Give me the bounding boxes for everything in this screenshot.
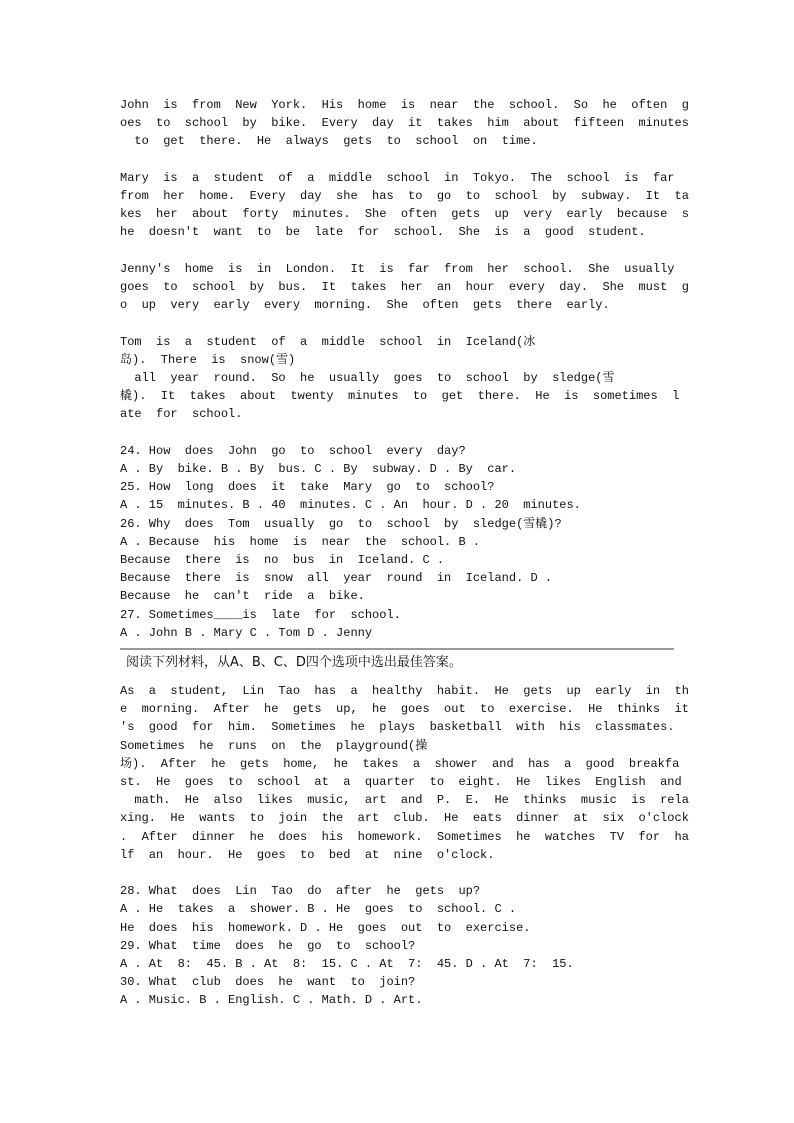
options-30: A . Music. B . English. C . Math. D . Art. bbox=[120, 993, 423, 1008]
text-line: . After dinner he does his homework. Sometimes he watches TV for ha bbox=[120, 829, 689, 844]
text-line: Jenny's home is in London. It is far from her school. She usually bbox=[120, 261, 675, 276]
options-28: A . He takes a shower. B . He goes to school. C . bbox=[120, 902, 517, 917]
question-26: 26. Why does Tom usually go to school by sledge(雪橇)? bbox=[120, 516, 562, 531]
text-line: goes to school by bus. It takes her an hour every day. She must g bbox=[120, 280, 689, 294]
exam-content bbox=[120, 96, 689, 1010]
question-24: 24. How does John go to school every day? bbox=[120, 443, 466, 458]
passage-jenny bbox=[120, 260, 689, 315]
text-line: 岛). There is snow(雪) bbox=[120, 352, 296, 367]
text-line: John is from New York. His home is near the school. So he often g bbox=[120, 98, 689, 112]
text-line: he doesn't want to be late for school. She is a good student. bbox=[120, 225, 646, 240]
question-30: 30. What club does he want to join? bbox=[120, 975, 416, 990]
passage-mary bbox=[120, 169, 689, 242]
paragraph-gap bbox=[120, 242, 676, 260]
text-line: 's good for him. Sometimes he plays basketball with his classmates. bbox=[120, 720, 675, 735]
question-28: 28. What does Lin Tao do after he gets up? bbox=[120, 884, 481, 899]
question-27: 27. Sometimes____is late for school. bbox=[120, 607, 401, 622]
question-25: 25. How long does it take Mary go to school? bbox=[120, 480, 495, 495]
paragraph-gap bbox=[120, 864, 676, 882]
passage-lin-tao bbox=[120, 682, 689, 864]
text-line: oes to school by bike. Every day it takes him about fifteen minutes bbox=[120, 116, 689, 131]
text-line: 橇). It takes about twenty minutes to get there. He is sometimes l bbox=[120, 389, 680, 404]
text-line: kes her about forty minutes. She often gets up very early because s bbox=[120, 207, 689, 222]
questions-24-27 bbox=[120, 442, 676, 642]
passage-john bbox=[120, 96, 689, 151]
paragraph-gap bbox=[120, 424, 676, 442]
options-28: He does his homework. D . He goes out to exercise. bbox=[120, 920, 531, 935]
text-line: all year round. So he usually goes to school by sledge(雪 bbox=[120, 371, 615, 385]
text-line: 场). After he gets home, he takes a shower and has a good breakfa bbox=[120, 756, 680, 771]
options-26: Because there is snow all year round in Iceland. D . bbox=[120, 571, 553, 586]
options-26: Because he can't ride a bike. bbox=[120, 589, 365, 604]
options-26: Because there is no bus in Iceland. C . bbox=[120, 553, 445, 568]
text-line: math. He also likes music, art and P. E. He thinks music is rela bbox=[120, 793, 689, 808]
paragraph-gap bbox=[120, 314, 676, 332]
options-27: A . John B . Mary C . Tom D . Jenny bbox=[120, 625, 373, 640]
text-line: ate for school. bbox=[120, 407, 243, 422]
text-line: As a student, Lin Tao has a healthy habit. He gets up early in th bbox=[120, 684, 689, 699]
paragraph-gap bbox=[120, 151, 676, 169]
section-instruction: 阅读下列材料，从A、B、C、D四个选项中选出最佳答案。 bbox=[126, 655, 462, 671]
section-divider bbox=[120, 648, 674, 650]
text-line: e morning. After he gets up, he goes out to exercise. He thinks it bbox=[120, 702, 689, 717]
options-29: A . At 8: 45. B . At 8: 15. C . At 7: 45. D . At 7: 15. bbox=[120, 957, 574, 972]
text-line: st. He goes to school at a quarter to eight. He likes English and bbox=[120, 775, 682, 790]
text-line: Sometimes he runs on the playground(操 bbox=[120, 738, 428, 753]
text-line: o up very early every morning. She often gets there early. bbox=[120, 298, 610, 313]
text-line: xing. He wants to join the art club. He eats dinner at six o'clock bbox=[120, 811, 689, 826]
text-line: from her home. Every day she has to go to school by subway. It ta bbox=[120, 189, 689, 203]
text-line: to get there. He always gets to school on time. bbox=[120, 134, 538, 149]
options-26: A . Because his home is near the school. B . bbox=[120, 534, 481, 549]
questions-28-30 bbox=[120, 882, 676, 1009]
options-25: A . 15 minutes. B . 40 minutes. C . An hour. D . 20 minutes. bbox=[120, 498, 581, 513]
question-29: 29. What time does he go to school? bbox=[120, 938, 416, 953]
options-24: A . By bike. B . By bus. C . By subway. D . By car. bbox=[120, 462, 517, 476]
text-line: Tom is a student of a middle school in Iceland(冰 bbox=[120, 334, 536, 349]
passage-tom bbox=[120, 333, 680, 424]
text-line: Mary is a student of a middle school in Tokyo. The school is far bbox=[120, 170, 675, 185]
text-line: lf an hour. He goes to bed at nine o'clock. bbox=[120, 847, 495, 862]
